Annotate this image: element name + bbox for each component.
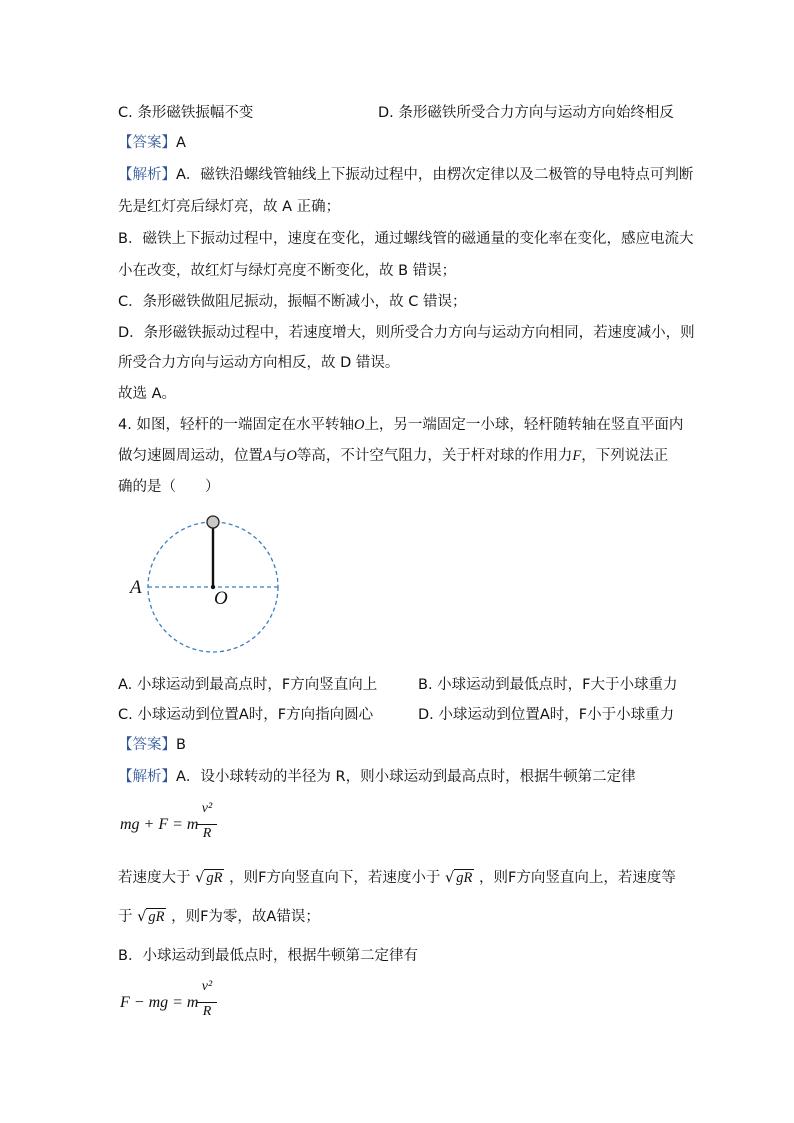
sqrt-gr: √ gR <box>137 909 165 925</box>
q3-analysis-line-4: 小在改变，故红灯与绿灯亮度不断变化，故 B 错误； <box>118 263 457 279</box>
q3-conclusion: 故选 A。 <box>118 386 177 402</box>
q4-answer <box>118 735 186 755</box>
q4-option-a: A. 小球运动到最高点时，F方向竖直向上 <box>118 677 378 693</box>
eq1-denominator: R <box>202 826 212 841</box>
eq1-fraction-bar <box>197 824 217 825</box>
analysis-text: 于 <box>118 909 133 925</box>
eq2-numerator: v² <box>201 979 213 994</box>
q3-analysis-line-6: D．条形磁铁振动过程中，若速度增大，则所受合力方向与运动方向相同，若速度减小，则 <box>118 325 695 341</box>
eq1-numerator: v² <box>201 801 213 816</box>
q4-analysis-speed-line <box>118 868 676 888</box>
answer-value: A <box>176 135 186 151</box>
stem-text: ，下列说法正 <box>581 448 669 464</box>
stem-text: 等高，不计空气阻力，关于杆对球的作用力 <box>296 448 573 464</box>
q3-analysis-line-5: C．条形磁铁做阻尼振动，振幅不断减小，故 C 错误； <box>118 294 467 310</box>
stem-text: 做匀速圆周运动，位置 <box>118 448 263 464</box>
q4-analysis-zero-line <box>118 907 320 927</box>
position-symbol-a: A <box>263 448 272 464</box>
analysis-text: ，则F方向竖直向下，若速度小于 <box>229 870 441 886</box>
analysis-tag: 【解析】 <box>118 167 176 183</box>
answer-value: B <box>176 737 186 753</box>
ball <box>207 516 219 528</box>
q3-analysis-line-1 <box>118 165 693 185</box>
analysis-text: ，则F为零，故A错误； <box>171 909 320 925</box>
answer-tag: 【答案】 <box>118 135 176 151</box>
stem-text: 与 <box>271 448 287 464</box>
sqrt-gr: √ gR <box>195 870 223 886</box>
q4-analysis-line-1 <box>118 767 636 787</box>
q3-answer <box>118 133 186 153</box>
eq2-fraction-bar <box>197 1002 217 1003</box>
q3-analysis-line-7: 所受合力方向与运动方向相反，故 D 错误。 <box>118 355 400 371</box>
axis-symbol-o: O <box>353 417 365 433</box>
q4-option-b: B. 小球运动到最低点时，F大于小球重力 <box>418 677 678 693</box>
q3-analysis-line-2: 先是红灯亮后绿灯亮，故 A 正确； <box>118 199 341 215</box>
analysis-text: ，则F方向竖直向上，若速度等 <box>479 870 676 886</box>
q4-option-c: C. 小球运动到位置A时，F方向指向圆心 <box>118 707 374 723</box>
q4-stem-line-2 <box>118 446 668 466</box>
sqrt-gr: √ gR <box>445 870 473 886</box>
analysis-text: 若速度大于 <box>118 870 191 886</box>
sqrt-content: gR <box>148 909 165 925</box>
sqrt-content: gR <box>456 870 473 886</box>
eq1-left: mg + F = m <box>120 816 199 833</box>
answer-tag: 【答案】 <box>118 737 176 753</box>
label-o: O <box>214 588 228 609</box>
stem-text: 上，另一端固定一小球，轻杆随转轴在竖直平面内 <box>364 417 684 433</box>
stem-text: 4. 如图，轻杆的一端固定在水平转轴 <box>118 417 354 433</box>
q3-option-c: C. 条形磁铁振幅不变 <box>118 105 254 121</box>
sqrt-content: gR <box>206 870 223 886</box>
q3-analysis-line-3: B．磁铁上下振动过程中，速度在变化，通过螺线管的磁通量的变化率在变化，感应电流大 <box>118 231 694 247</box>
eq2-left: F − mg = m <box>120 994 199 1011</box>
analysis-text: A．设小球转动的半径为 R，则小球运动到最高点时，根据牛顿第二定律 <box>176 769 636 785</box>
analysis-text: A．磁铁沿螺线管轴线上下振动过程中，由楞次定律以及二极管的导电特点可判断 <box>176 167 694 183</box>
label-a: A <box>130 577 142 598</box>
q4-stem-line-1 <box>118 415 683 435</box>
eq2-denominator: R <box>202 1004 212 1019</box>
axis-symbol-o: O <box>286 448 297 464</box>
q4-analysis-b: B．小球运动到最低点时，根据牛顿第二定律有 <box>118 948 418 964</box>
q3-option-d: D. 条形磁铁所受合力方向与运动方向始终相反 <box>378 105 674 121</box>
analysis-tag: 【解析】 <box>118 769 176 785</box>
q4-option-d: D. 小球运动到位置A时，F小于小球重力 <box>418 707 675 723</box>
force-symbol-f: F <box>572 448 582 464</box>
q4-stem-line-3: 确的是（ ） <box>118 479 220 495</box>
q4-figure <box>120 505 295 660</box>
